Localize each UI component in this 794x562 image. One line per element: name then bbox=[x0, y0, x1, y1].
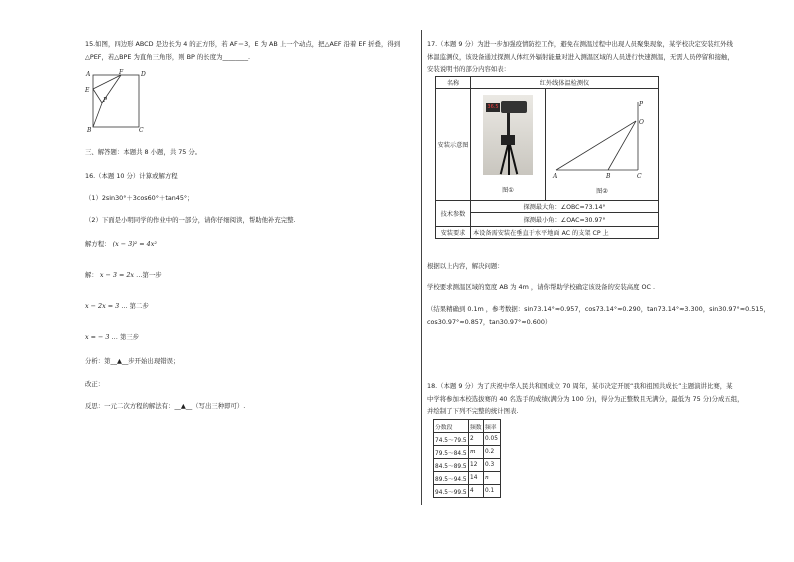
table-row bbox=[434, 472, 501, 485]
square-fold-figure bbox=[84, 66, 148, 134]
cell-frequency: 2 bbox=[469, 433, 484, 446]
step1-equation: x − 3 = 2x bbox=[99, 271, 135, 279]
header-rate: 频率 bbox=[484, 420, 501, 433]
cell-rate: 0.1 bbox=[484, 485, 501, 498]
q15-line2: △PEF，若△BPE 为直角三角形，则 BP 的长度为________. bbox=[85, 53, 251, 61]
param-max-angle: 探测最大角：∠OBC=73.14° bbox=[471, 201, 659, 213]
point-C: C bbox=[637, 173, 642, 180]
correction-line: 改正： bbox=[85, 380, 105, 388]
cell-range: 89.5～94.5 bbox=[434, 472, 469, 485]
temperature-screen: 36.5 bbox=[487, 104, 499, 110]
q17-question: 学校要求测温区域的宽度 AB 为 4m ，请你帮助学校确定该设备的安装高度 OC . bbox=[427, 283, 656, 291]
point-P: P bbox=[639, 101, 644, 108]
cell-frequency: 14 bbox=[469, 472, 484, 485]
cell-rate: 0.05 bbox=[484, 433, 501, 446]
frequency-table bbox=[433, 419, 501, 498]
equation: (x − 3)² = 4x² bbox=[112, 240, 157, 248]
install-requirement: 本设备需安装在垂直于水平地面 AC 的支架 CP 上 bbox=[471, 227, 659, 239]
q17-line1: 17.（本题 9 分）为进一步加强疫情防控工作，避免在测温过程中出现人员聚集现象，某学校决定安装红外线 bbox=[427, 40, 733, 48]
point-B: B bbox=[606, 173, 611, 180]
step3-suffix: … 第三步 bbox=[111, 333, 140, 341]
solve-line bbox=[85, 240, 157, 248]
q18-line1: 18.（本题 9 分）为了庆祝中华人民共和国成立 70 周年，某市决定开展“我和祖国共成长”主题演讲比赛，某 bbox=[427, 382, 733, 390]
cell-frequency: 4 bbox=[469, 485, 484, 498]
solve-label: 解方程： bbox=[85, 240, 111, 248]
figure-2-caption: 图② bbox=[596, 188, 608, 195]
cell-range: 94.5～99.5 bbox=[434, 485, 469, 498]
label-C: C bbox=[139, 127, 144, 134]
name-value: 红外线体温检测仪 bbox=[471, 77, 659, 89]
q18-line2: 中学将参加本校选拔赛的 40 名选手的成绩(满分为 100 分)，得分为正整数且无满分，最低为 75 分)分成五组， bbox=[427, 395, 744, 403]
step3-equation: x = − 3 bbox=[85, 333, 110, 341]
cell-range: 74.5～79.5 bbox=[434, 433, 469, 446]
table-row bbox=[434, 459, 501, 472]
q16-part1: （1）2sin30°＋3cos60°＋tan45°； bbox=[85, 194, 194, 202]
q17-prompt: 根据以上内容，解决问题： bbox=[427, 262, 504, 270]
figure-2-cell bbox=[546, 89, 659, 201]
step2-suffix: … 第二步 bbox=[121, 302, 149, 310]
diagram-label: 安装示意图 bbox=[436, 89, 471, 201]
point-O: O bbox=[639, 119, 644, 126]
step3-line bbox=[85, 333, 139, 341]
tech-params-label: 技术参数 bbox=[436, 201, 471, 227]
header-score-range: 分数段 bbox=[434, 420, 469, 433]
figure-1-caption: 图① bbox=[502, 187, 514, 194]
angle-diagram bbox=[550, 94, 654, 180]
table-row bbox=[434, 446, 501, 459]
cell-frequency: 12 bbox=[469, 459, 484, 472]
step1-suffix: …第一步 bbox=[136, 271, 162, 279]
cell-range: 84.5～89.5 bbox=[434, 459, 469, 472]
label-A: A bbox=[86, 71, 91, 78]
step1-line bbox=[85, 271, 162, 279]
label-B: B bbox=[87, 127, 92, 134]
table-row bbox=[434, 485, 501, 498]
analysis-line: 分析：第__▲__步开始出现错误； bbox=[85, 357, 180, 365]
label-P: P bbox=[103, 97, 108, 104]
install-label: 安装要求 bbox=[436, 227, 471, 239]
q17-line3: 安装说明书的部分内容如表： bbox=[427, 65, 511, 73]
q16-title: 16.（本题 10 分）计算或解方程 bbox=[85, 172, 178, 180]
cell-frequency: m bbox=[469, 446, 484, 459]
solution-prefix: 解： bbox=[85, 271, 98, 279]
right-column bbox=[422, 0, 794, 562]
section-3-heading: 三、解答题：本题共 8 小题，共 75 分。 bbox=[85, 148, 202, 156]
reflection-line: 反思：一元二次方程的解法有：__▲__（写出三种即可）. bbox=[85, 402, 246, 410]
q16-part2: （2）下面是小明同学的作业中的一部分，请你仔细阅读，帮助他补充完整. bbox=[85, 216, 296, 224]
cell-rate: 0.3 bbox=[484, 459, 501, 472]
frequency-header-row bbox=[434, 420, 501, 433]
thermometer-photo bbox=[483, 95, 533, 175]
figure-1-cell bbox=[471, 89, 546, 201]
q15-line1: 15.如图，四边形 ABCD 是边长为 4 的正方形，若 AF＝3，E 为 AB 上一个动点，把△AEF 沿着 EF 折叠，得到 bbox=[85, 40, 401, 48]
name-label: 名称 bbox=[436, 77, 471, 89]
point-A: A bbox=[553, 173, 558, 180]
cell-range: 79.5～84.5 bbox=[434, 446, 469, 459]
label-D: D bbox=[141, 71, 146, 78]
step2-equation: x − 2x = 3 bbox=[85, 302, 120, 310]
q18-line3: 并绘制了下列不完整的统计图表. bbox=[427, 407, 519, 415]
cell-rate: n bbox=[484, 472, 501, 485]
step2-line bbox=[85, 302, 149, 310]
label-E: E bbox=[85, 87, 90, 94]
q17-note-line1: （结果精确到 0.1m ，参考数据：sin73.14°≈0.957，cos73.14°≈0.290，tan73.14°≈3.300，sin30.97°≈0.515， bbox=[427, 305, 770, 313]
q17-line2: 体温监测仪，该设备通过探测人体红外辐射能量对进入测温区域的人员进行快速测温，无需人员停留和接触， bbox=[427, 53, 734, 61]
param-min-angle: 探测最小角：∠OAC=30.97° bbox=[471, 213, 659, 227]
cell-rate: 0.2 bbox=[484, 446, 501, 459]
install-instructions-table bbox=[435, 76, 659, 239]
q17-note-line2: cos30.97°≈0.857，tan30.97°≈0.600） bbox=[427, 318, 552, 326]
header-frequency: 频数 bbox=[469, 420, 484, 433]
label-F: F bbox=[119, 69, 124, 76]
table-row bbox=[434, 433, 501, 446]
